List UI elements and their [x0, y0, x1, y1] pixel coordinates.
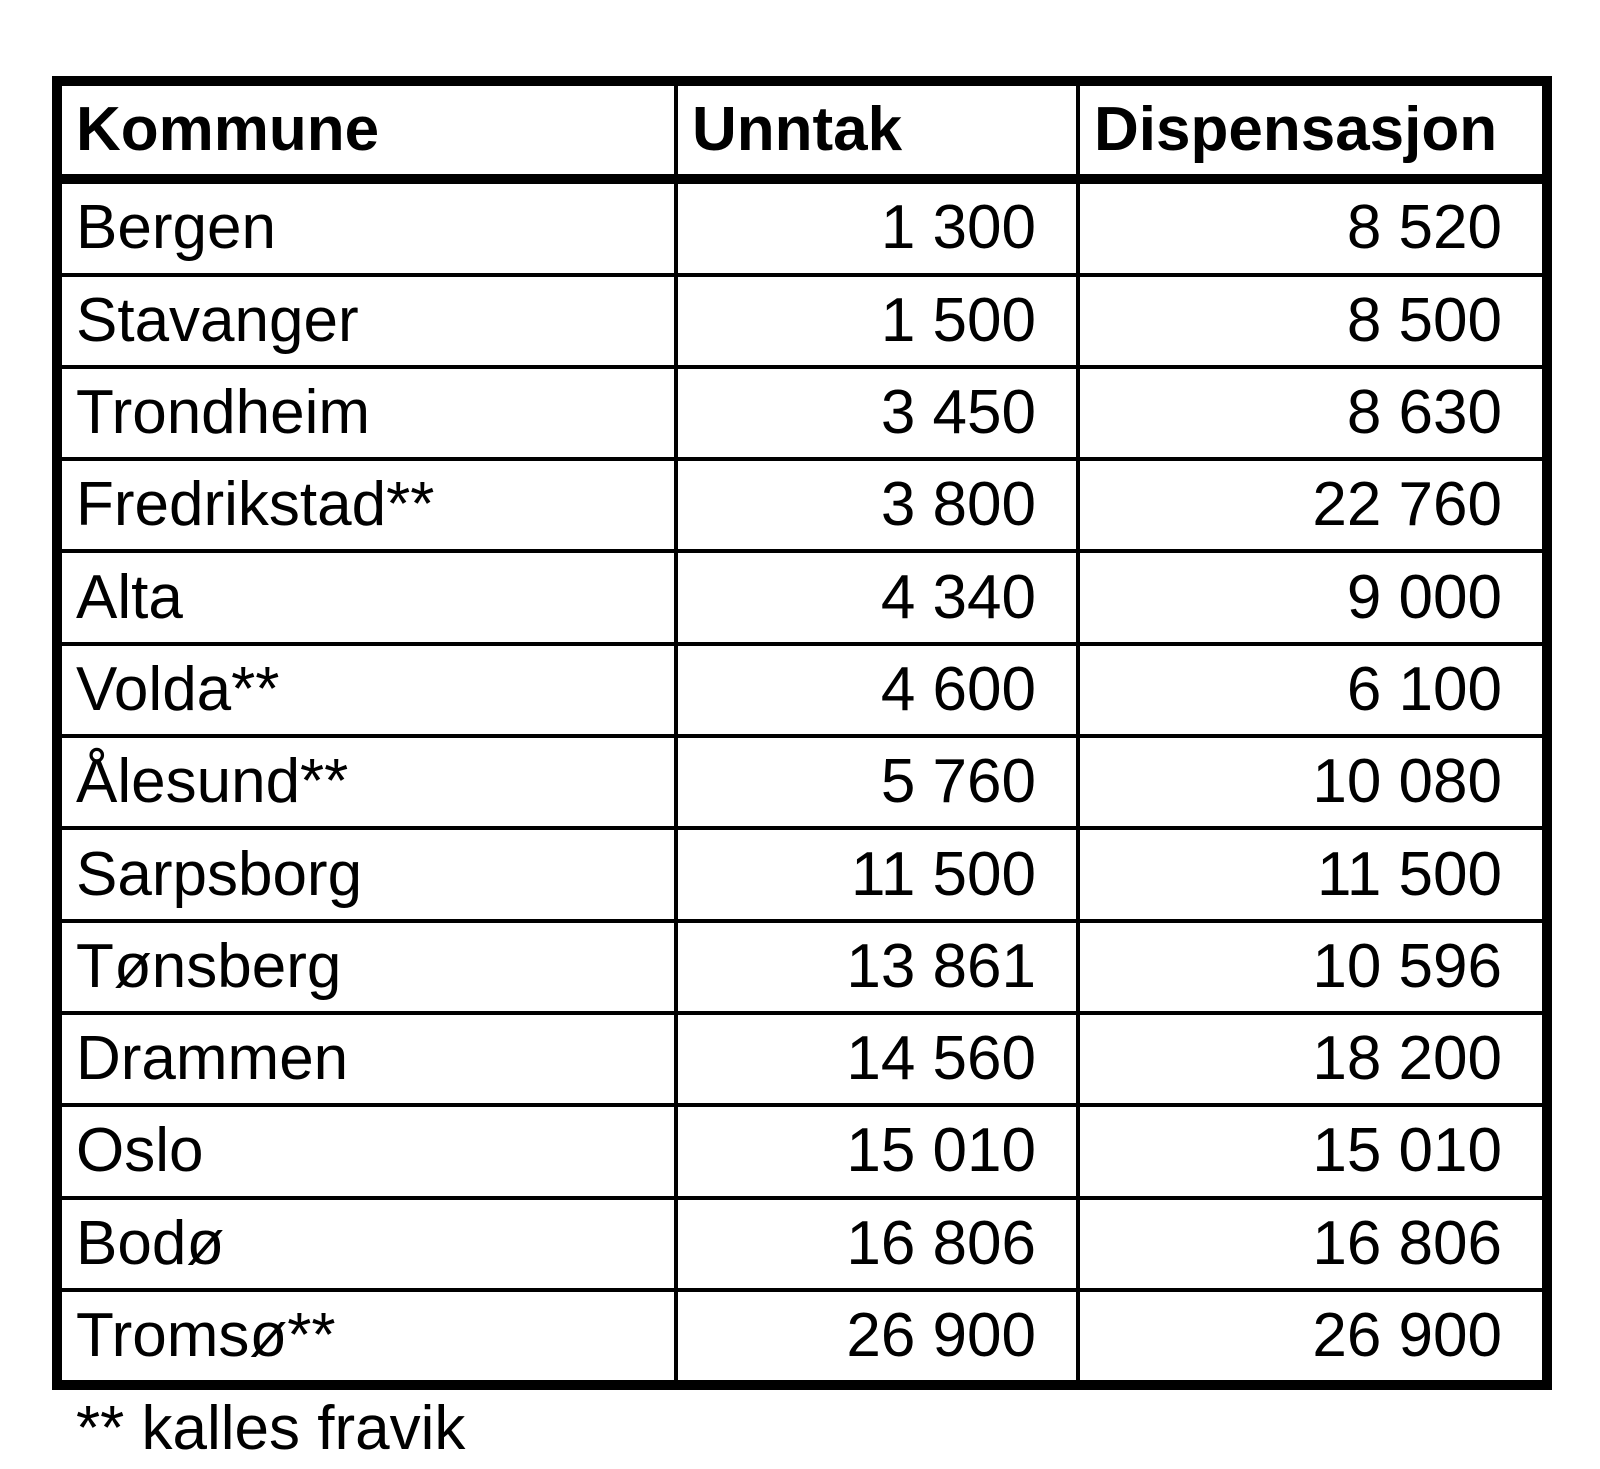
cell-unntak: 13 861 [676, 921, 1078, 1013]
cell-dispensasjon: 10 596 [1078, 921, 1542, 1013]
cell-unntak: 16 806 [676, 1198, 1078, 1290]
cell-dispensasjon: 8 630 [1078, 367, 1542, 459]
cell-kommune: Drammen [62, 1013, 676, 1105]
cell-kommune: Sarpsborg [62, 828, 676, 920]
table-row [62, 1105, 1542, 1197]
cell-unntak: 3 800 [676, 459, 1078, 551]
cell-dispensasjon: 8 520 [1078, 179, 1542, 275]
cell-unntak: 5 760 [676, 736, 1078, 828]
table-row [62, 1290, 1542, 1380]
table-row [62, 921, 1542, 1013]
cell-unntak: 1 300 [676, 179, 1078, 275]
cell-dispensasjon: 9 000 [1078, 551, 1542, 643]
cell-unntak: 11 500 [676, 828, 1078, 920]
cell-dispensasjon: 18 200 [1078, 1013, 1542, 1105]
header-unntak: Unntak [676, 86, 1078, 179]
cell-dispensasjon: 22 760 [1078, 459, 1542, 551]
cell-dispensasjon: 26 900 [1078, 1290, 1542, 1380]
cell-unntak: 4 340 [676, 551, 1078, 643]
cell-unntak: 26 900 [676, 1290, 1078, 1380]
cell-kommune: Bodø [62, 1198, 676, 1290]
cell-kommune: Tønsberg [62, 921, 676, 1013]
cell-kommune: Volda** [62, 644, 676, 736]
data-table-frame [52, 76, 1552, 1390]
table-row [62, 736, 1542, 828]
cell-dispensasjon: 16 806 [1078, 1198, 1542, 1290]
header-kommune: Kommune [62, 86, 676, 179]
table-row [62, 459, 1542, 551]
cell-unntak: 4 600 [676, 644, 1078, 736]
cell-unntak: 14 560 [676, 1013, 1078, 1105]
table-row [62, 828, 1542, 920]
table-row [62, 367, 1542, 459]
table-row [62, 1198, 1542, 1290]
cell-unntak: 1 500 [676, 275, 1078, 367]
table-row [62, 551, 1542, 643]
table-row [62, 644, 1542, 736]
cell-kommune: Stavanger [62, 275, 676, 367]
cell-kommune: Oslo [62, 1105, 676, 1197]
cell-kommune: Ålesund** [62, 736, 676, 828]
cell-dispensasjon: 10 080 [1078, 736, 1542, 828]
table-row [62, 275, 1542, 367]
cell-kommune: Tromsø** [62, 1290, 676, 1380]
table-row [62, 1013, 1542, 1105]
cell-kommune: Alta [62, 551, 676, 643]
cell-kommune: Trondheim [62, 367, 676, 459]
cell-kommune: Bergen [62, 179, 676, 275]
cell-unntak: 15 010 [676, 1105, 1078, 1197]
header-dispensasjon: Dispensasjon [1078, 86, 1542, 179]
cell-kommune: Fredrikstad** [62, 459, 676, 551]
cell-unntak: 3 450 [676, 367, 1078, 459]
cell-dispensasjon: 15 010 [1078, 1105, 1542, 1197]
cell-dispensasjon: 8 500 [1078, 275, 1542, 367]
kommune-table [62, 86, 1542, 1380]
cell-dispensasjon: 11 500 [1078, 828, 1542, 920]
table-header-row [62, 86, 1542, 179]
cell-dispensasjon: 6 100 [1078, 644, 1542, 736]
footnote: ** kalles fravik [76, 1394, 466, 1463]
table-row [62, 179, 1542, 275]
